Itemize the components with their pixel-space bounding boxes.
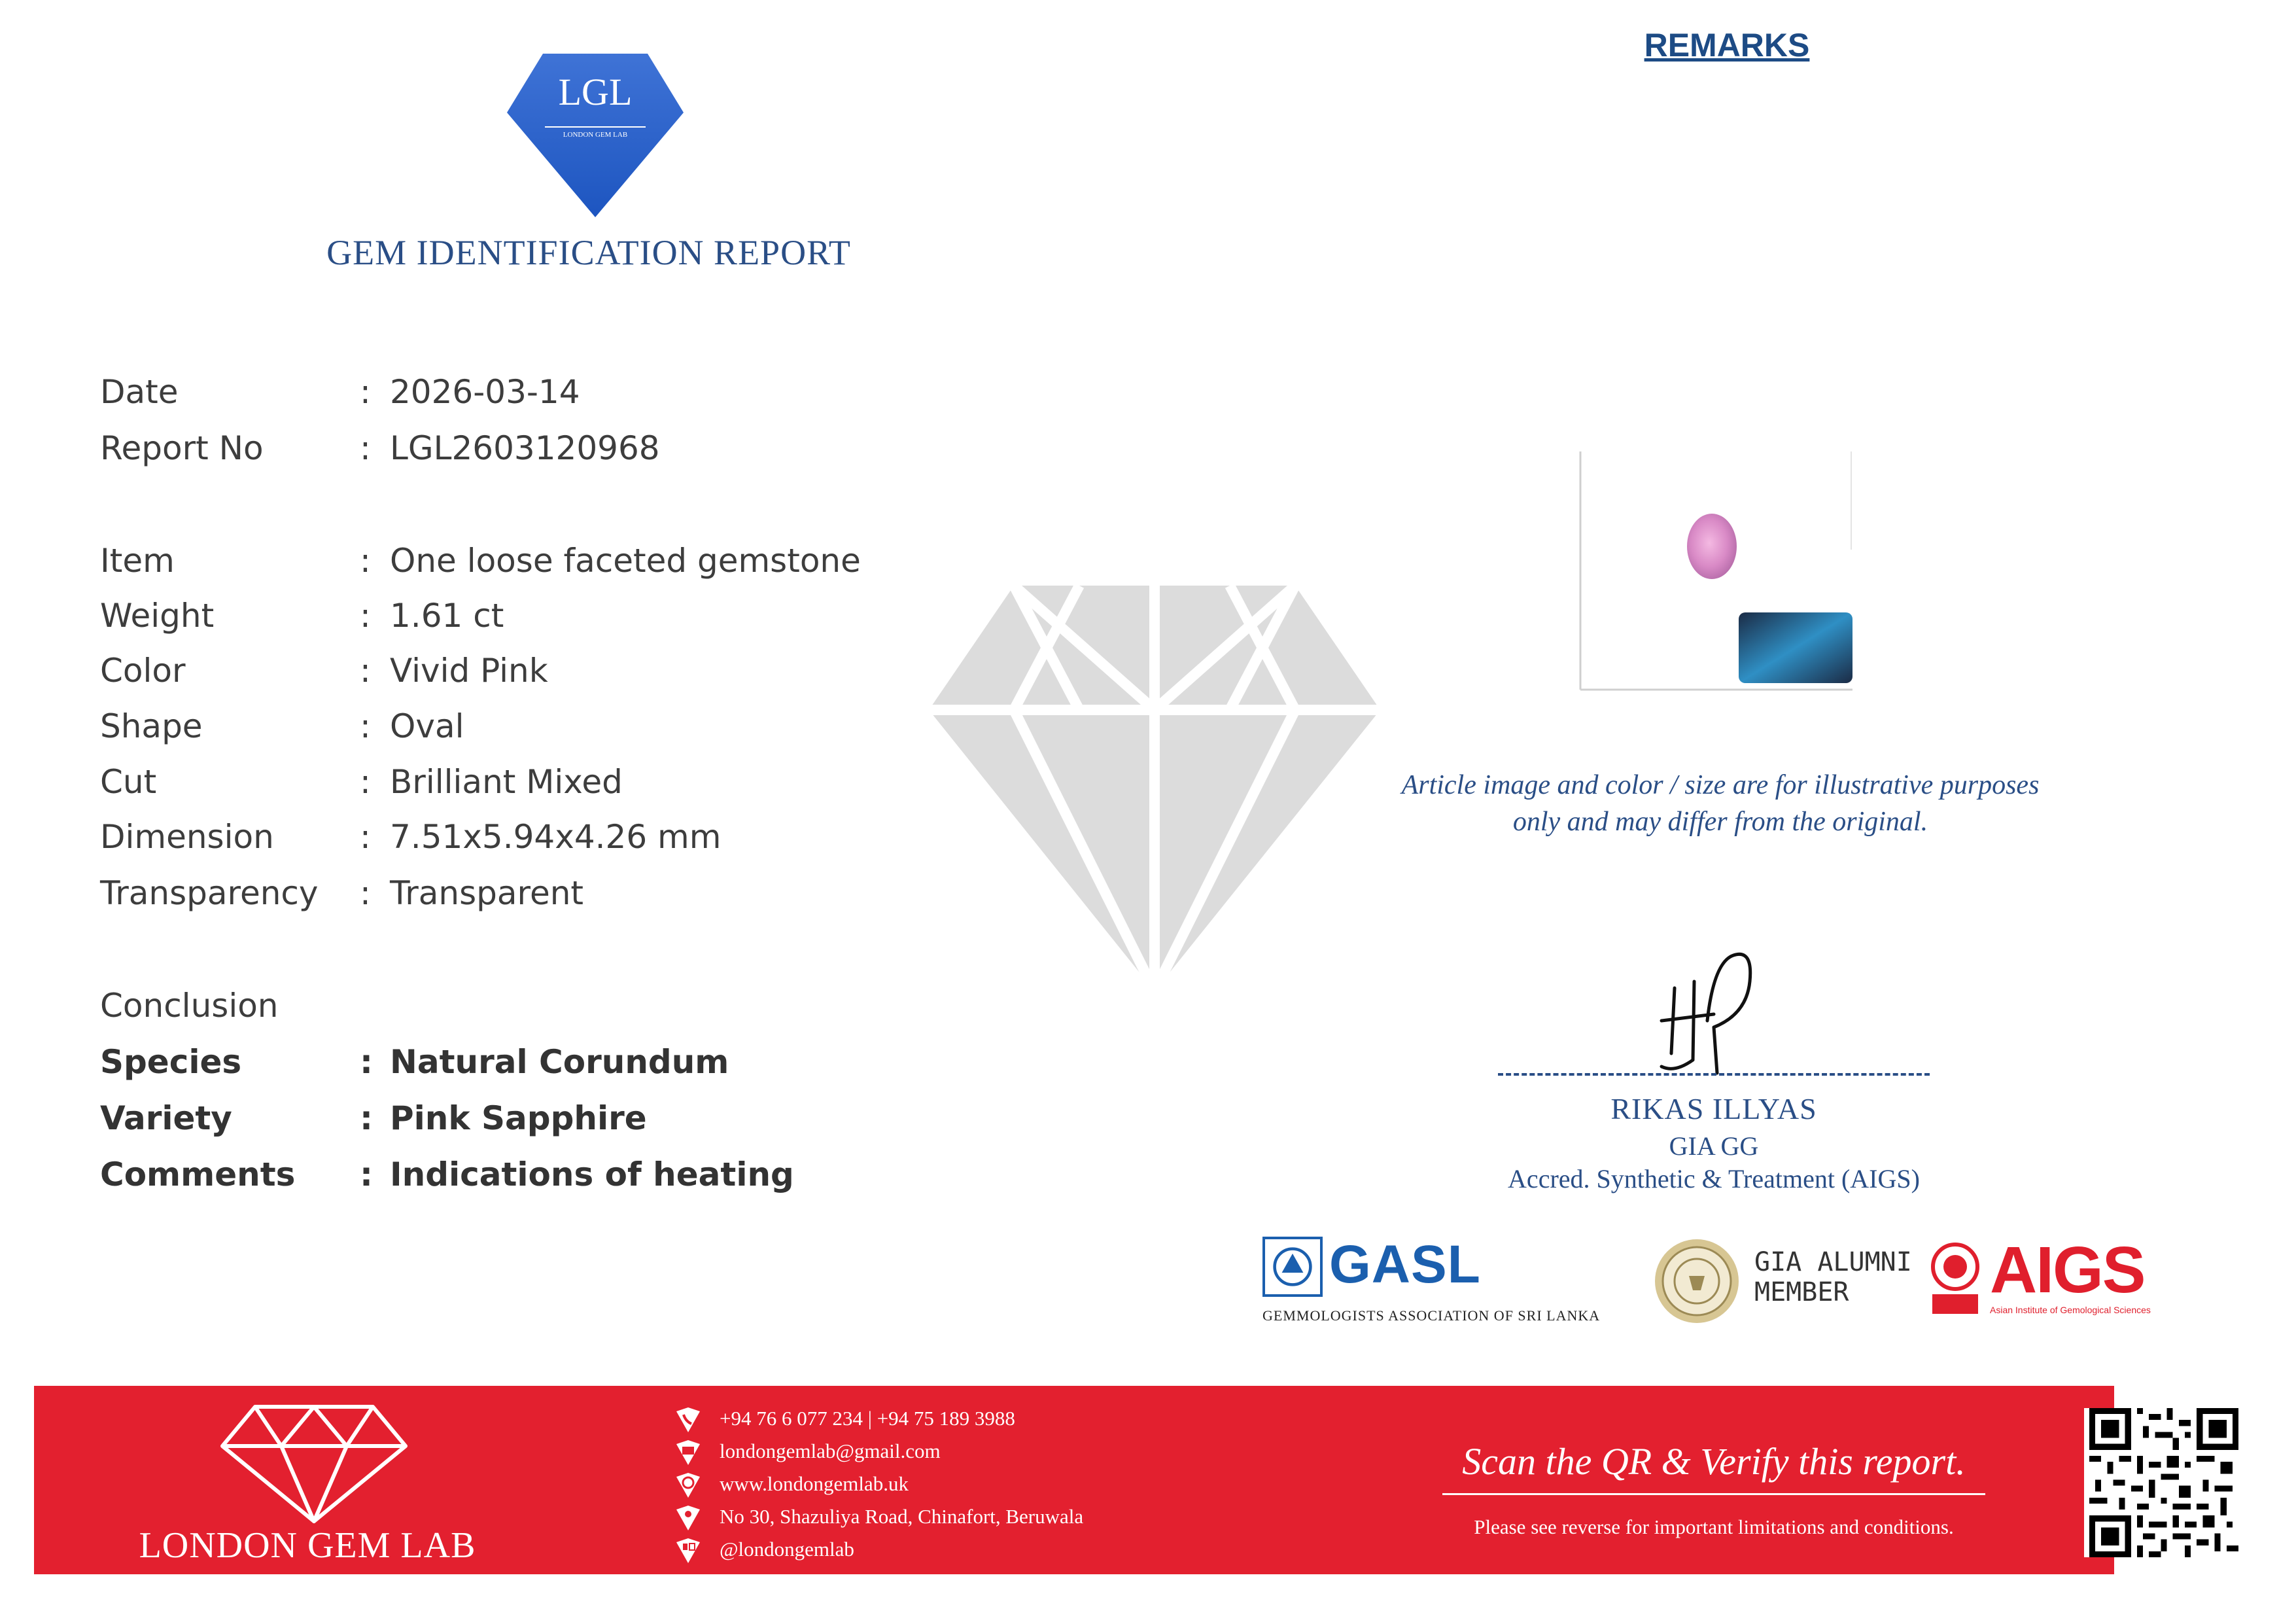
signatory-accreditation: Accred. Synthetic & Treatment (AIGS) [1508, 1164, 1920, 1193]
logo-text: LGL [558, 71, 633, 113]
gasl-fullname: GEMMOLOGISTS ASSOCIATION OF SRI LANKA [1262, 1307, 1601, 1324]
footer-diamond-icon [216, 1400, 412, 1525]
signatory-title: GIA GG [1669, 1131, 1759, 1161]
color-value: Vivid Pink [390, 652, 548, 690]
weight-label: Weight [100, 597, 215, 635]
aigs-name: AIGS [1990, 1233, 2145, 1307]
lgl-diamond-logo [507, 54, 684, 217]
caption-line-2: only and may differ from the original. [1512, 807, 1928, 837]
gia-alumni-logo [1652, 1237, 1914, 1328]
gasl-emblem-icon [1262, 1237, 1323, 1297]
variety-label: Variety [100, 1099, 232, 1137]
aigs-emblem-icon [1930, 1242, 1981, 1315]
dimension-value: 7.51x5.94x4.26 mm [390, 818, 722, 856]
colon: : [360, 373, 371, 411]
diamond-watermark-icon [929, 586, 1380, 991]
gia-line-2: MEMBER [1754, 1277, 1849, 1307]
location-pin-icon [674, 1504, 703, 1532]
transparency-label: Transparency [100, 874, 319, 912]
aigs-logo [1930, 1233, 2178, 1327]
globe-icon [674, 1472, 703, 1499]
logo-subtext: LONDON GEM LAB [563, 131, 628, 139]
colon: : [360, 597, 371, 635]
pink-sapphire-image [1687, 514, 1737, 579]
comments-label: Comments [100, 1156, 296, 1193]
dimension-label: Dimension [100, 818, 274, 856]
gia-seal-icon [1652, 1237, 1741, 1326]
colon: : [360, 874, 371, 912]
footer-divider [1442, 1493, 1985, 1495]
email-icon [674, 1439, 703, 1466]
item-value: One loose faceted gemstone [390, 542, 861, 580]
limitations-note: Please see reverse for important limitations and conditions. [1474, 1515, 1954, 1538]
color-label: Color [100, 652, 186, 690]
cut-value: Brilliant Mixed [390, 763, 623, 801]
colon: : [360, 763, 371, 801]
phone-icon [674, 1406, 703, 1434]
report-no-value: LGL2603120968 [390, 429, 660, 467]
conclusion-heading: Conclusion [100, 987, 279, 1025]
handwritten-signature [1635, 942, 1799, 1086]
colon: : [360, 542, 371, 580]
shape-label: Shape [100, 707, 203, 745]
gia-line-1: GIA ALUMNI [1754, 1247, 1912, 1277]
colon: : [360, 652, 371, 690]
gasl-logo [1262, 1237, 1629, 1328]
species-value: Natural Corundum [390, 1043, 729, 1081]
gasl-name: GASL [1329, 1235, 1481, 1294]
shape-value: Oval [390, 707, 464, 745]
website-text: www.londongemlab.uk [720, 1472, 909, 1495]
colon: : [360, 1156, 373, 1193]
verification-qr-code[interactable] [2084, 1408, 2244, 1557]
aigs-fullname: Asian Institute of Gemological Sciences [1990, 1305, 2151, 1315]
date-value: 2026-03-14 [390, 373, 580, 411]
species-label: Species [100, 1043, 242, 1081]
cut-label: Cut [100, 763, 157, 801]
variety-value: Pink Sapphire [390, 1099, 647, 1137]
signatory-name: RIKAS ILLYAS [1610, 1092, 1817, 1125]
gem-photo [1578, 451, 1852, 692]
colon: : [360, 1099, 373, 1137]
transparency-value: Transparent [390, 874, 584, 912]
report-title: GEM IDENTIFICATION REPORT [326, 233, 851, 272]
colon: : [360, 818, 371, 856]
phone-text: +94 76 6 077 234 | +94 75 189 3988 [720, 1407, 1015, 1430]
remarks-heading: REMARKS [1644, 27, 1810, 63]
social-text: @londongemlab [720, 1538, 854, 1561]
colon: : [360, 1043, 373, 1081]
footer-brand-name: LONDON GEM LAB [139, 1525, 476, 1566]
colon: : [360, 707, 371, 745]
hologram-seal [1739, 612, 1852, 683]
social-media-icon [674, 1537, 703, 1564]
report-no-label: Report No [100, 429, 264, 467]
caption-line-1: Article image and color / size are for illustrative purposes [1401, 770, 2040, 800]
comments-value: Indications of heating [390, 1156, 794, 1193]
signature-line [1498, 1073, 1930, 1076]
scan-qr-verify: Scan the QR & Verify this report. [1462, 1440, 1966, 1483]
weight-value: 1.61 ct [390, 597, 504, 635]
date-label: Date [100, 373, 179, 411]
colon: : [360, 429, 371, 467]
item-label: Item [100, 542, 175, 580]
address-text: No 30, Shazuliya Road, Chinafort, Beruwala [720, 1505, 1084, 1528]
image-disclaimer [1361, 767, 2080, 840]
email-text: londongemlab@gmail.com [720, 1439, 941, 1462]
